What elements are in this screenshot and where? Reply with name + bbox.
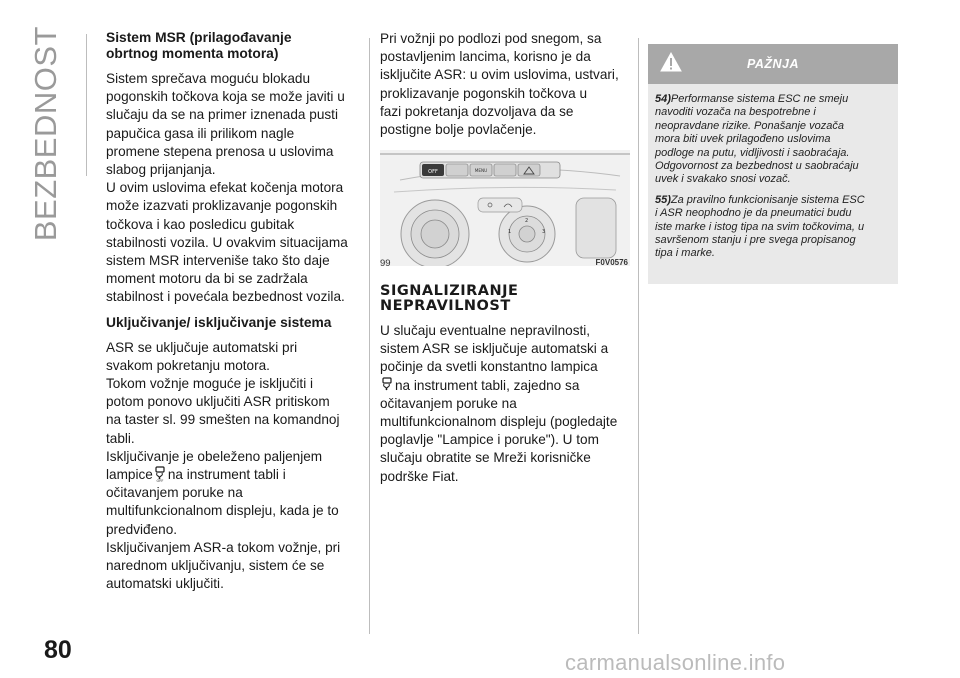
text-line: može izazvati proklizavanje pogonskih bbox=[106, 198, 338, 214]
column-divider-1 bbox=[369, 38, 370, 634]
text-line: Tokom vožnje moguće je isključiti i bbox=[106, 376, 314, 392]
warning-note-line: uvek i svakako snosi vozač. bbox=[655, 173, 791, 186]
text-line: multifunkcionalnom displeju (pogledajte bbox=[380, 414, 618, 430]
switch-heading: Uključivanje/ isključivanje sistema bbox=[106, 314, 332, 330]
fault-icon-suffix: na instrument tabli, zajedno sa bbox=[395, 377, 580, 393]
text-line: očitavanjem poruke na bbox=[106, 485, 243, 501]
lamp-prefix: lampice bbox=[106, 467, 153, 483]
warning-note-line: neopravdane rizike. Ponašanje vozača bbox=[655, 119, 844, 132]
text-line: podrške Fiat. bbox=[380, 468, 459, 484]
asr-fault-lamp-icon bbox=[381, 377, 393, 393]
warning-note-line: savršenom stanju i pre svega propisanog bbox=[655, 234, 856, 247]
warning-note-line: i ASR neophodno je da pneumatici budu bbox=[655, 207, 852, 220]
warning-note bbox=[655, 93, 891, 187]
text-line: U ovim uslovima efekat kočenja motora bbox=[106, 180, 344, 196]
lamp-suffix: na instrument tabli i bbox=[167, 467, 286, 483]
dashboard-illustration bbox=[380, 150, 630, 266]
text-line: sistem ASR se isključuje automatski a bbox=[380, 341, 609, 357]
fault-heading bbox=[380, 284, 630, 314]
msr-heading bbox=[106, 30, 356, 62]
asr-off-button-label: OFF bbox=[428, 169, 438, 175]
text-line: automatski uključiti. bbox=[106, 576, 224, 592]
dial-label-3: 3 bbox=[542, 229, 546, 235]
fault-paragraph bbox=[380, 322, 630, 486]
text-line: U slučaju eventualne nepravilnosti, bbox=[380, 323, 591, 338]
text-line: slučaju obratite se Mreži korisničke bbox=[380, 450, 591, 466]
warning-note-number: 55) bbox=[655, 193, 671, 206]
text-line: sistem MSR interveniše tako što daje bbox=[106, 253, 330, 269]
text-line: Pri vožnji po podlozi pod snegom, sa bbox=[380, 31, 602, 46]
lamp-off-label: OFF bbox=[156, 478, 164, 483]
warning-body bbox=[648, 84, 898, 261]
warning-note-line: podloge na putu, vidljivosti i saobraćaja. bbox=[655, 146, 850, 159]
figure-dashboard-panel bbox=[380, 150, 630, 266]
warning-note-line: Za pravilno funkcionisanje sistema ESC bbox=[670, 193, 865, 206]
text-line: slučaju da se na primer iznenada pusti bbox=[106, 107, 338, 123]
text-line: potom ponovo uključiti ASR pritiskom bbox=[106, 394, 330, 410]
warning-note-line: navoditi vozača na bespotrebne i bbox=[655, 106, 816, 119]
text-line: papučica gasa ili prilikom nagle bbox=[106, 125, 295, 141]
figure-code: F0V0576 bbox=[595, 258, 628, 267]
side-rule bbox=[86, 34, 87, 176]
warning-note-line: iste marke i istog tipa na svim točkovima, u bbox=[655, 220, 865, 233]
warning-header bbox=[648, 44, 898, 84]
msr-paragraph bbox=[106, 70, 356, 307]
fault-heading-line: NEPRAVILNOST bbox=[380, 298, 511, 314]
text-line: svakom pokretanju motora. bbox=[106, 357, 270, 373]
text-line: ASR se uključuje automatski pri bbox=[106, 339, 298, 355]
column-2-bottom bbox=[380, 284, 630, 493]
text-line: tabli. bbox=[106, 430, 135, 446]
warning-title: PAŽNJA bbox=[746, 57, 800, 71]
text-line: poglavlje "Lampice i poruke"). U tom bbox=[380, 432, 599, 448]
text-line: postavljenim lancima, korisno je da bbox=[380, 49, 591, 65]
column-1 bbox=[106, 30, 356, 600]
msr-heading-line: obrtnog momenta motora) bbox=[106, 46, 279, 61]
msr-heading-line: Sistem MSR (prilagođavanje bbox=[106, 30, 292, 45]
text-line: multifunkcionalnom displeju, kada je to bbox=[106, 503, 339, 519]
warning-box bbox=[648, 44, 898, 284]
column-2-top bbox=[380, 30, 630, 146]
dial-label-1: 1 bbox=[508, 229, 512, 235]
text-line: Sistem sprečava moguću blokadu bbox=[106, 71, 311, 86]
watermark: carmanualsonline.info bbox=[565, 650, 786, 675]
text-line: isključite ASR: u ovim uslovima, ustvari, bbox=[380, 67, 619, 83]
text-line: očitavanjem poruke na bbox=[380, 395, 517, 411]
text-line: narednom uključivanju, sistem će se bbox=[106, 558, 325, 574]
warning-note-line: mora biti uvek prilagođeno uslovima bbox=[655, 133, 831, 146]
section-title: BEZBEDNOST bbox=[28, 26, 63, 242]
warning-note-number: 54) bbox=[655, 93, 671, 105]
menu-button-label: MENU bbox=[474, 168, 488, 173]
text-line: proklizavanje pogonskih točkova u bbox=[380, 85, 588, 101]
text-line: predviđeno. bbox=[106, 521, 178, 537]
warning-note-line: Performanse sistema ESC ne smeju bbox=[670, 93, 849, 105]
column-divider-2 bbox=[638, 38, 639, 634]
switch-paragraph bbox=[106, 339, 356, 594]
page-number: 80 bbox=[44, 636, 72, 664]
asr-off-lamp-icon bbox=[154, 466, 166, 482]
text-line: slabog prijanjanja. bbox=[106, 162, 216, 178]
text-line: stabilnosti vozila. U ovakvim situacijama bbox=[106, 234, 348, 250]
warning-note bbox=[655, 194, 891, 261]
text-line: postigne bolje povlačenje. bbox=[380, 122, 537, 138]
dial-label-2: 2 bbox=[525, 218, 529, 224]
text-line: počinje da svetli konstantno lampica bbox=[380, 359, 598, 375]
fault-heading-line: SIGNALIZIRANJE bbox=[380, 283, 519, 299]
text-line: Isključivanjem ASR-a tokom vožnje, pri bbox=[106, 539, 341, 555]
text-line: promene stepena prenosa u uslovima bbox=[106, 143, 334, 159]
warning-note-line: tipa i marke. bbox=[655, 247, 715, 260]
text-line: Isključivanje je obeleženo paljenjem bbox=[106, 448, 323, 464]
text-line: moment motoru da bi se zadržala bbox=[106, 271, 308, 287]
figure-number: 99 bbox=[380, 258, 391, 269]
text-line: fazi pokretanja dozvoljava da se bbox=[380, 103, 574, 119]
snow-paragraph bbox=[380, 30, 630, 139]
warning-note-line: Odgovornost za bezbednost u saobraćaju bbox=[655, 160, 859, 173]
text-line: na taster sl. 99 smešten na komandnoj bbox=[106, 412, 340, 428]
text-line: pogonskih točkova koja se može javiti u bbox=[106, 89, 345, 105]
text-line: točkova i kao posledicu gubitak bbox=[106, 216, 295, 232]
text-line: stabilnost i povećala bezbednost vozila. bbox=[106, 289, 345, 305]
